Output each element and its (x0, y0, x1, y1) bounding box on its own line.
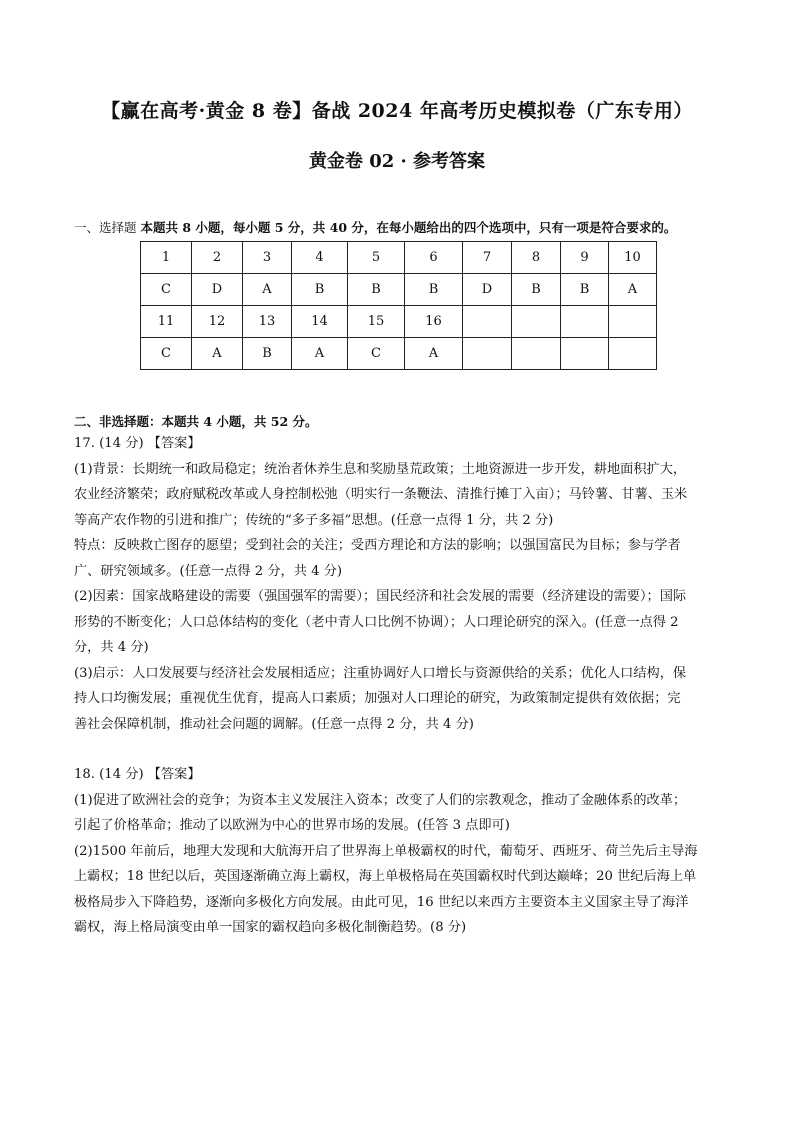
answer-table-cell: 8 (512, 242, 561, 274)
q18-answer-line: (1)促进了欧洲社会的竞争；为资本主义发展注入资本；改变了人们的宗教观念，推动了金融体系的改革； (74, 792, 687, 808)
answer-table-cell: B (292, 274, 348, 306)
section1-desc: 本题共 8 小题，每小题 5 分，共 40 分，在每小题给出的四个选项中，只有一项是符合要求的。 (140, 220, 677, 235)
section2-label: 二、非选择题：本题共 4 小题，共 52 分。 (74, 414, 318, 429)
answer-table-row (141, 274, 657, 306)
q17-answer-line: 广、研究领域多。(任意一点得 2 分，共 4 分) (74, 563, 343, 579)
q18-answer-line: 上霸权；18 世纪以后，英国逐渐确立海上霸权，海上单极格局在英国霸权时代到达巅峰；20 世纪后海上单 (74, 869, 697, 884)
answer-table-cell: B (243, 338, 292, 370)
q17-answer (74, 457, 734, 738)
section1-label: 一、选择题 (74, 220, 137, 235)
answer-table-cell (609, 338, 657, 370)
q17-answer-line: (3)启示：人口发展要与经济社会发展相适应；注重协调好人口增长与资源供给的关系；优化人口结构，保 (74, 665, 687, 681)
answer-table-cell (561, 338, 609, 370)
answer-table-cell: B (405, 274, 463, 306)
q18-heading: 18. (14 分) 【答案】 (74, 767, 201, 782)
q18-answer (74, 788, 734, 941)
q18-answer-line: (2)1500 年前后，地理大发现和大航海开启了世界海上单极霸权的时代，葡萄牙、西班牙、荷兰先后主导海 (74, 843, 698, 859)
section2-heading (74, 412, 318, 430)
page-title: 【赢在高考·黄金 8 卷】备战 2024 年高考历史模拟卷（广东专用） (101, 100, 693, 122)
answer-table-cell: C (348, 338, 405, 370)
answer-table-cell: 12 (192, 306, 243, 338)
answer-table-cell: 9 (561, 242, 609, 274)
q17-answer-line: (1)背景：长期统一和政局稳定；统治者休养生息和奖励垦荒政策；土地资源进一步开发，耕地面积扩大， (74, 461, 687, 477)
answer-table-cell (512, 306, 561, 338)
section1-heading (74, 218, 676, 236)
answer-table-cell: C (141, 338, 192, 370)
answer-table-row (141, 242, 657, 274)
answer-table-cell: 1 (141, 242, 192, 274)
answer-table-cell: B (561, 274, 609, 306)
q17-answer-line: 特点：反映救亡图存的愿望；受到社会的关注；受西方理论和方法的影响；以强国富民为目标；参与学者 (74, 538, 681, 553)
q17-answer-line: 善社会保障机制，推动社会问题的调解。(任意一点得 2 分，共 4 分) (74, 716, 474, 732)
question-17 (74, 431, 734, 941)
q17-answer-line: 分，共 4 分) (74, 640, 149, 655)
q17-answer-line: 农业经济繁荣；政府赋税改革或人身控制松弛（明实行一条鞭法、清推行摊丁入亩）；马铃薯、甘薯、玉米 (74, 487, 688, 502)
answer-table-cell: A (243, 274, 292, 306)
answer-table-cell (609, 306, 657, 338)
q17-heading: 17. (14 分) 【答案】 (74, 436, 201, 451)
answer-table-cell: B (348, 274, 405, 306)
q17-answer-line: (2)因素：国家战略建设的需要（强国强军的需要）；国民经济和社会发展的需要（经济建设的需要）；国际 (74, 589, 687, 604)
answer-table-cell: C (141, 274, 192, 306)
answer-table-cell: 14 (292, 306, 348, 338)
answer-table-cell: 16 (405, 306, 463, 338)
answer-table-cell: 4 (292, 242, 348, 274)
answer-table-cell: A (609, 274, 657, 306)
page-subtitle: 黄金卷 02 · 参考答案 (308, 151, 486, 172)
answer-table-cell: 2 (192, 242, 243, 274)
answer-table-cell (463, 306, 512, 338)
answer-table-cell: 6 (405, 242, 463, 274)
q18-answer-line: 霸权，海上格局演变由单一国家的霸权趋向多极化制衡趋势。(8 分) (74, 920, 467, 935)
answer-table-cell (561, 306, 609, 338)
answer-table-cell: A (405, 338, 463, 370)
q18-answer-line: 引起了价格革命；推动了以欧洲为中心的世界市场的发展。(任答 3 点即可) (74, 818, 510, 833)
answer-table-cell: D (192, 274, 243, 306)
answer-table-cell: A (292, 338, 348, 370)
answer-table-cell: B (512, 274, 561, 306)
answer-table-cell: A (192, 338, 243, 370)
answer-table-cell (512, 338, 561, 370)
answer-table-cell: 15 (348, 306, 405, 338)
answer-table-row (141, 338, 657, 370)
q17-answer-line: 等高产农作物的引进和推广；传统的“多子多福”思想。(任意一点得 1 分，共 2 分) (74, 512, 554, 528)
answer-table-cell: 3 (243, 242, 292, 274)
answer-table-cell (463, 338, 512, 370)
answer-table-cell: 5 (348, 242, 405, 274)
q17-answer-line: 持人口均衡发展；重视优生优育，提高人口素质；加强对人口理论的研究，为政策制定提供有效依据；完 (74, 691, 681, 706)
q17-answer-line: 形势的不断变化；人口总体结构的变化（老中青人口比例不协调）；人口理论研究的深入。(任意一点得 2 (74, 614, 679, 630)
answer-table-cell: 7 (463, 242, 512, 274)
q18-answer-line: 极格局步入下降趋势，逐渐向多极化方向发展。由此可见，16 世纪以来西方主要资本主义国家主导了海洋 (74, 894, 689, 910)
answer-table-cell: 13 (243, 306, 292, 338)
answer-table-cell: 10 (609, 242, 657, 274)
answer-table (140, 241, 657, 370)
answer-table-cell: D (463, 274, 512, 306)
answer-table-cell: 11 (141, 306, 192, 338)
answer-table-row (141, 306, 657, 338)
